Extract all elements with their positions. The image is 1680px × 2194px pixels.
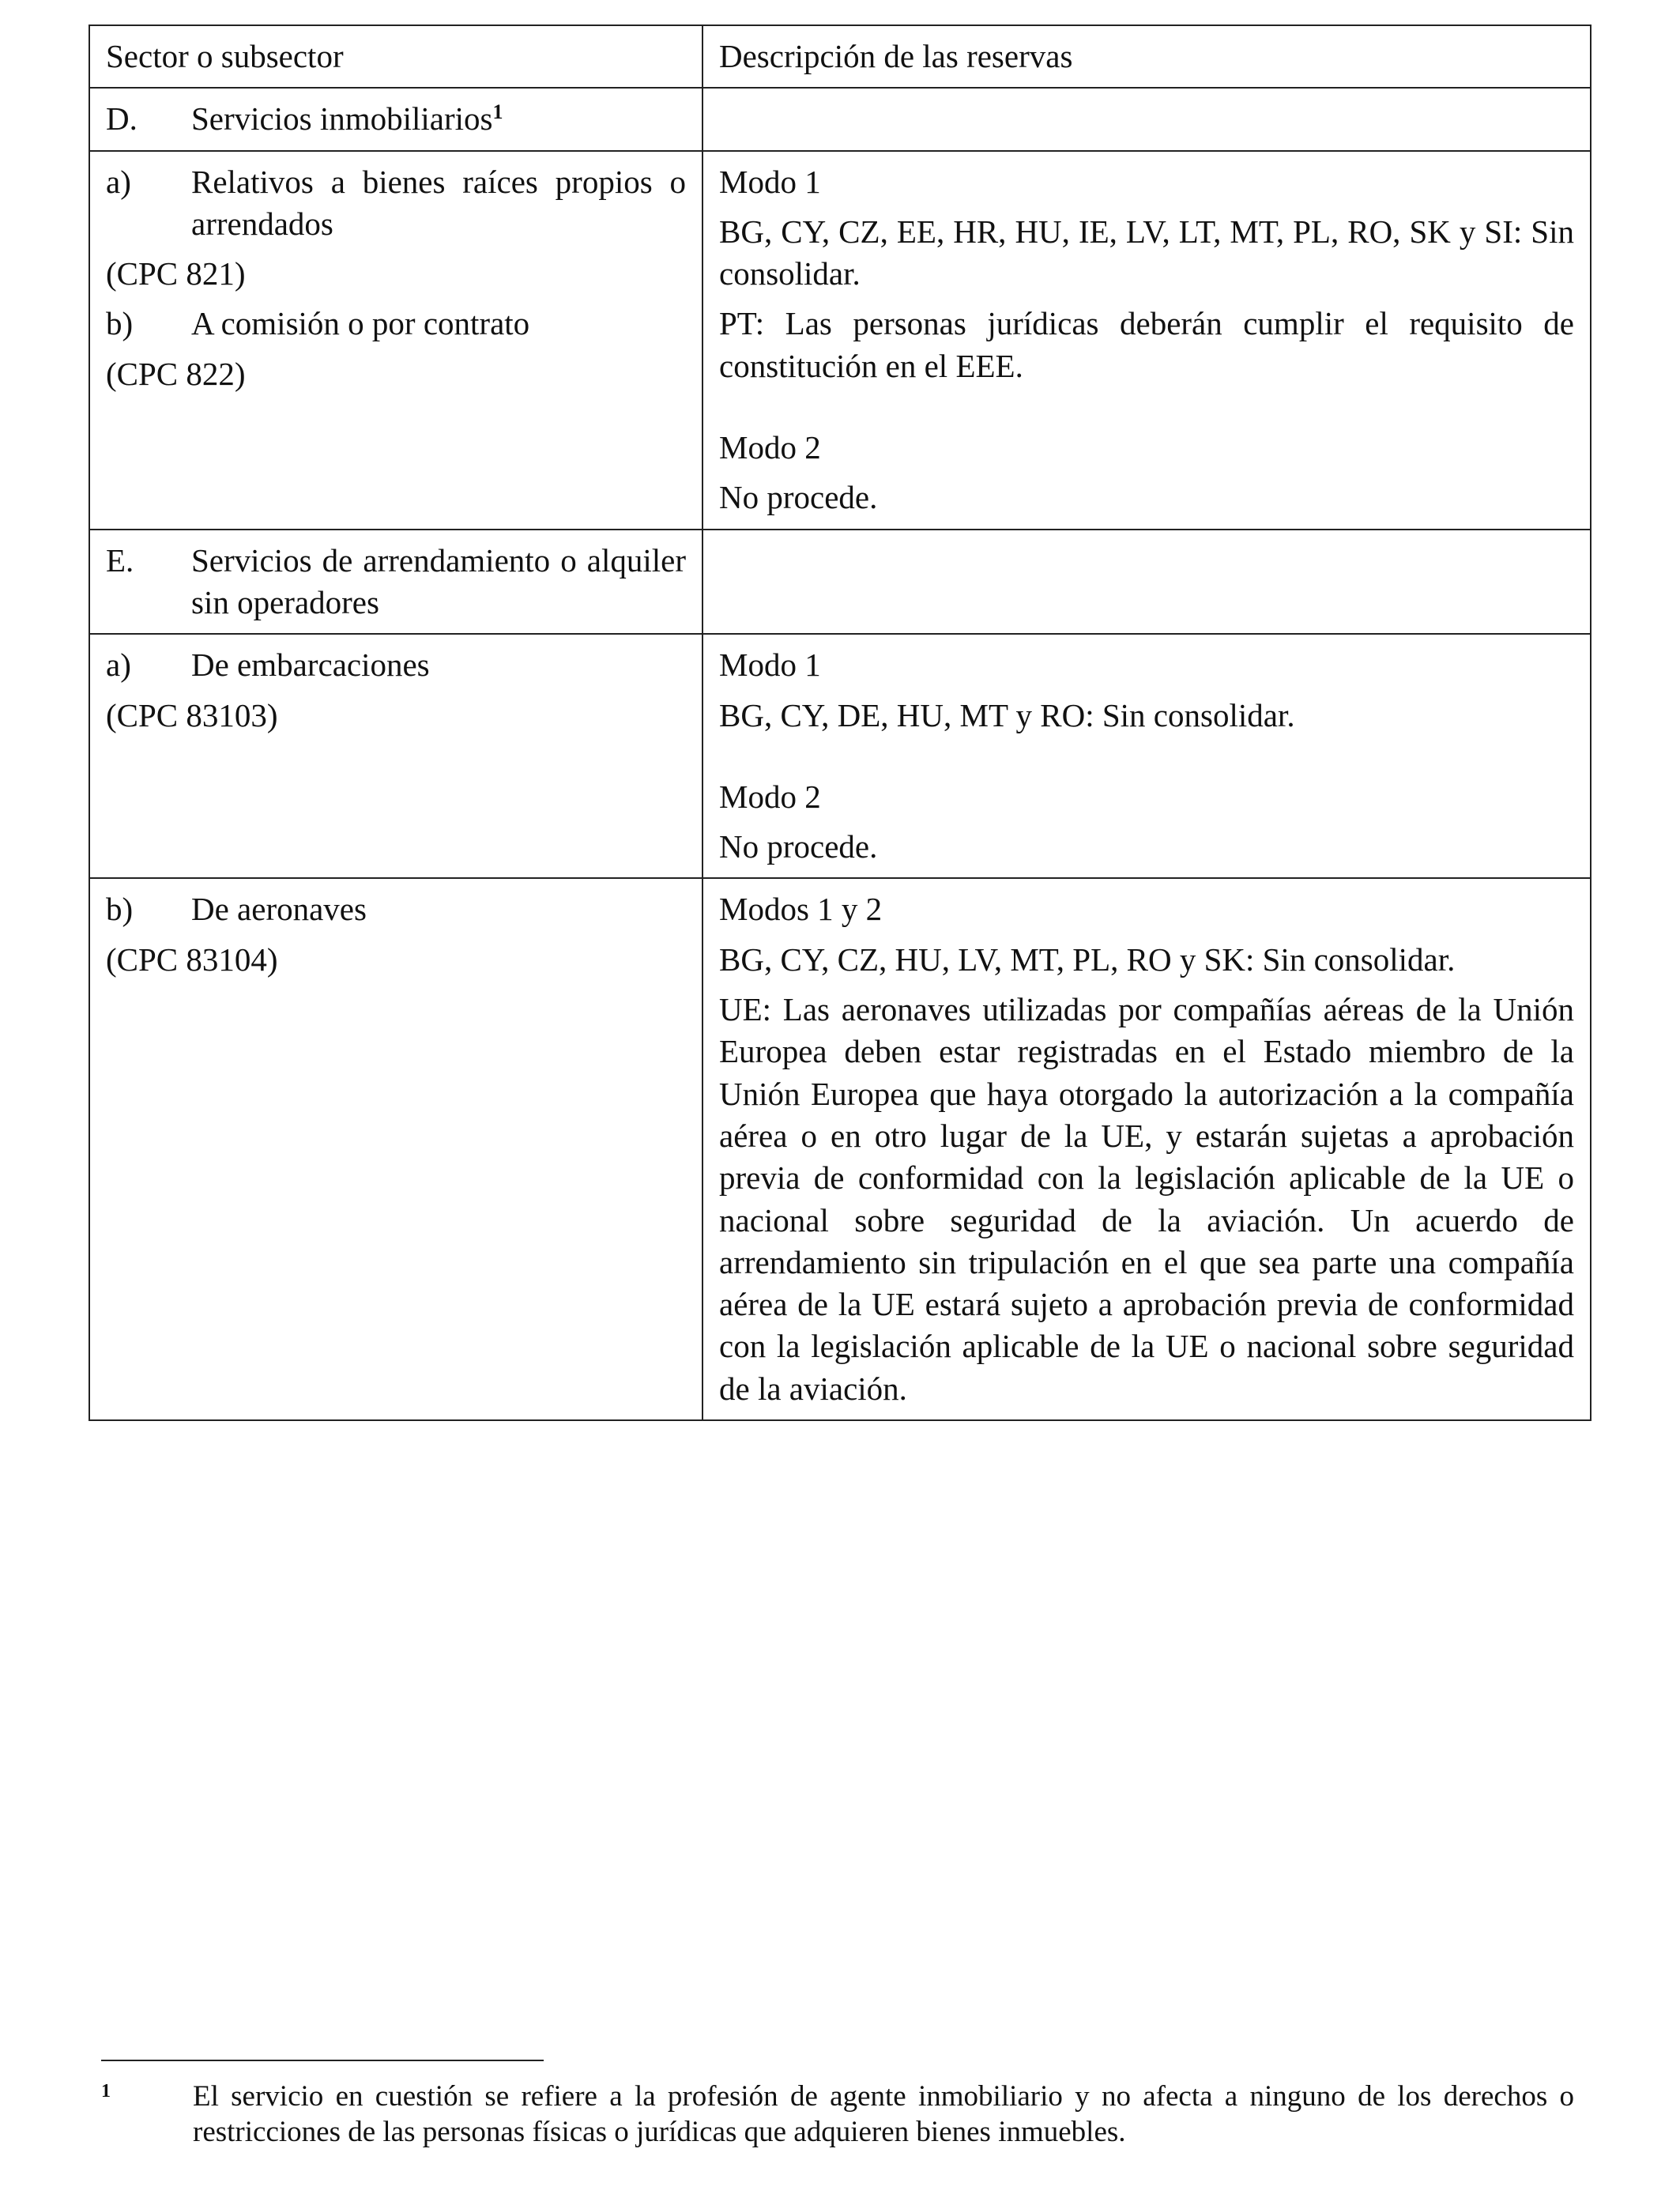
mode-title: Modo 2: [719, 778, 821, 815]
row-e-a-description-cell: [703, 634, 1591, 878]
mode-title: Modo 1: [719, 647, 821, 684]
reservation-text: PT: Las personas jurídicas deberán cumplir el requisito de constitución en el EEE.: [719, 305, 1574, 384]
mode-title: Modo 2: [719, 429, 821, 466]
table-row: [89, 878, 1591, 1420]
section-d-empty-cell: [703, 88, 1591, 150]
reservation-text: UE: Las aeronaves utilizadas por compañías aéreas de la Unión Europea deben estar registradas en el Estado miembro de la Unión Europea que haya otorgado la autorización a la compañía aérea o en otro lugar de la UE, y estarán sujetas a aprobación previa de conformidad con la legislación aplicable de la UE o nacional sobre seguridad de la aviación. Un acuerdo de arrendamiento sin tripulación en el que sea parte una compañía aérea de la UE estará sujeto a aprobación previa de conformidad con la legislación aplicable de la UE o nacional sobre seguridad de la aviación.: [719, 991, 1574, 1407]
table-header-row: [89, 25, 1591, 88]
cpc-code: (CPC 83104): [106, 941, 278, 978]
reservation-text: No procede.: [719, 479, 878, 516]
cpc-code: (CPC 83103): [106, 696, 278, 733]
header-sector: Sector o subsector: [89, 25, 703, 88]
reservation-text: No procede.: [719, 828, 878, 865]
item-text: Relativos a bienes raíces propios o arrendados: [191, 163, 686, 242]
reservation-text: BG, CY, CZ, EE, HR, HU, IE, LV, LT, MT, PL, RO, SK y SI: Sin consolidar.: [719, 213, 1574, 292]
row-d-item-a: [106, 161, 686, 246]
cpc-code: (CPC 822): [106, 355, 246, 392]
item-text: De aeronaves: [191, 891, 367, 928]
section-d-row: [89, 88, 1591, 150]
section-d-letter: D.: [106, 100, 137, 138]
reservations-table: [89, 25, 1591, 1421]
footnote: [101, 2079, 1574, 2150]
item-label: a): [106, 647, 131, 684]
header-description: Descripción de las reservas: [703, 25, 1591, 88]
mode-title: Modo 1: [719, 163, 821, 200]
item-label: b): [106, 891, 134, 928]
row-d-sector-cell: [89, 151, 703, 530]
section-e-row: [89, 530, 1591, 635]
table-row: [89, 151, 1591, 530]
row-e-b-description-cell: [703, 878, 1591, 1420]
row-e-b-sector-cell: [89, 878, 703, 1420]
footnote-separator: [101, 2060, 544, 2061]
reservation-text: BG, CY, CZ, HU, LV, MT, PL, RO y SK: Sin consolidar.: [719, 941, 1456, 978]
row-e-item-a: [106, 644, 686, 686]
section-e-letter: E.: [106, 541, 134, 579]
row-e-item-b: [106, 888, 686, 930]
footnote-text: El servicio en cuestión se refiere a la profesión de agente inmobiliario y no afecta a ninguno de los derechos o restricciones de las personas físicas o jurídicas que adquieren bienes inmuebles.: [193, 2080, 1574, 2149]
section-d-cell: [89, 88, 703, 150]
section-d-title-wrap: [191, 98, 686, 140]
footnote-number: 1: [101, 2081, 111, 2102]
item-label: b): [106, 305, 134, 342]
table-row: [89, 634, 1591, 878]
row-e-a-sector-cell: [89, 634, 703, 878]
row-d-item-b: [106, 303, 686, 345]
section-d-title: Servicios inmobiliarios: [191, 100, 493, 138]
section-e-empty-cell: [703, 530, 1591, 635]
footnote-ref: 1: [492, 100, 503, 124]
reservation-text: BG, CY, DE, HU, MT y RO: Sin consolidar.: [719, 696, 1295, 733]
mode-title: Modos 1 y 2: [719, 891, 883, 928]
section-e-cell: [89, 530, 703, 635]
row-d-description-cell: [703, 151, 1591, 530]
cpc-code: (CPC 821): [106, 255, 246, 292]
item-text: A comisión o por contrato: [191, 305, 530, 342]
item-text: De embarcaciones: [191, 647, 430, 684]
section-e-title: Servicios de arrendamiento o alquiler sin operadores: [191, 541, 686, 620]
item-label: a): [106, 163, 131, 200]
